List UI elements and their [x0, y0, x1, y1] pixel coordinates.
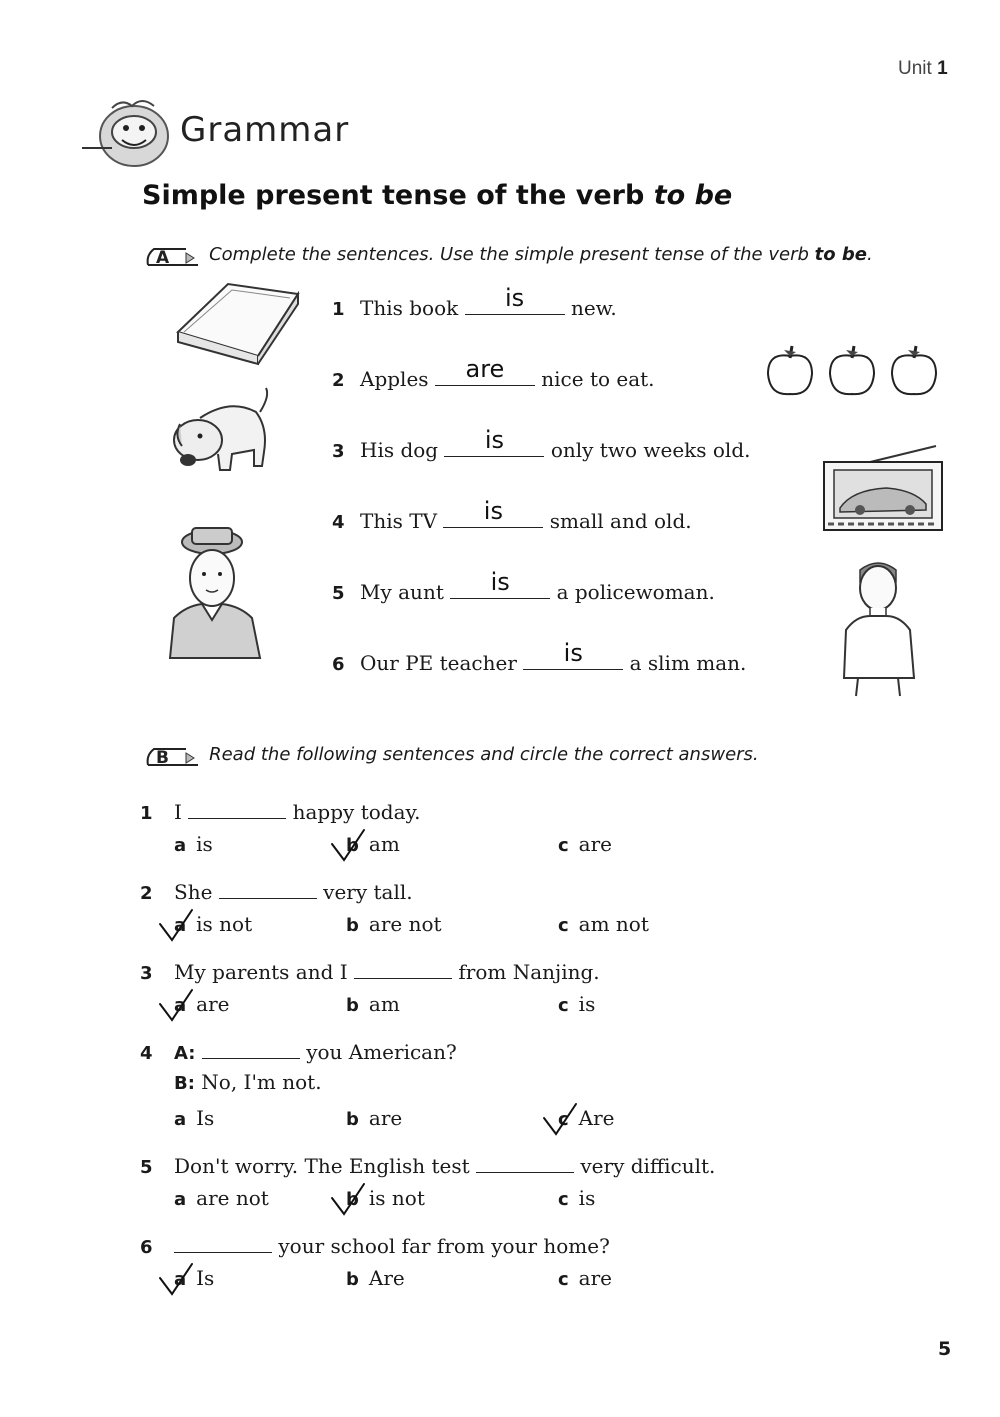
handwritten-answer: is — [505, 284, 525, 312]
answer-blank[interactable] — [354, 956, 452, 979]
question-number: 1 — [140, 803, 153, 824]
exercise-a-item — [332, 639, 747, 675]
option-b[interactable] — [346, 1266, 405, 1290]
sentence-start: His dog — [360, 438, 439, 462]
option-text: is — [196, 832, 213, 856]
sentence-start: My aunt — [360, 580, 444, 604]
option-text: am — [368, 832, 400, 856]
question-number: 2 — [140, 883, 153, 904]
option-text: Is — [196, 1106, 215, 1130]
checkmark-icon — [542, 1104, 582, 1138]
option-text: is — [578, 992, 596, 1016]
option-c[interactable] — [558, 912, 649, 936]
section-title: Grammar — [180, 110, 350, 150]
section-b-instruction: B Read the following sentences and circle the correct answers. — [146, 744, 759, 767]
answer-blank[interactable] — [443, 497, 543, 528]
question-row — [140, 1150, 715, 1178]
question-row — [140, 1230, 610, 1258]
checkmark-icon — [330, 1184, 370, 1218]
option-letter: b — [346, 1269, 359, 1290]
answer-blank[interactable] — [465, 284, 565, 315]
option-text: is not — [368, 1186, 425, 1210]
handwritten-answer: is — [490, 568, 510, 596]
option-letter: a — [174, 1269, 187, 1290]
option-letter: b — [346, 1189, 359, 1210]
option-text: is — [578, 1186, 596, 1210]
option-text: am — [368, 992, 400, 1016]
option-letter: b — [346, 835, 359, 856]
section-a-badge — [146, 245, 204, 267]
question-number: 4 — [140, 1043, 153, 1064]
policewoman-illustration — [166, 520, 266, 660]
tv-illustration — [822, 444, 946, 534]
answer-blank[interactable] — [523, 639, 623, 670]
item-number: 5 — [332, 583, 345, 604]
unit-label: Unit 1 — [898, 58, 948, 79]
handwritten-answer: is — [563, 639, 583, 667]
question-end: very difficult. — [580, 1154, 716, 1178]
sentence-end: a slim man. — [629, 651, 747, 675]
question-start: My parents and I — [174, 960, 348, 984]
checkmark-icon — [158, 990, 198, 1024]
mascot-icon — [82, 92, 178, 172]
option-b[interactable] — [346, 1106, 402, 1130]
option-text: are not — [368, 912, 442, 936]
reply-text: No, I'm not. — [201, 1070, 322, 1094]
sentence-end: only two weeks old. — [550, 438, 751, 462]
question-end: your school far from your home? — [278, 1234, 610, 1258]
answer-blank[interactable] — [202, 1036, 300, 1059]
question-row — [140, 796, 421, 824]
sentence-start: This TV — [360, 509, 438, 533]
reply-row — [174, 1070, 322, 1094]
option-b[interactable] — [346, 992, 400, 1016]
option-text: are — [196, 992, 230, 1016]
option-letter: c — [558, 1109, 569, 1130]
item-number: 1 — [332, 299, 345, 320]
option-text: am not — [578, 912, 649, 936]
option-a[interactable] — [174, 832, 213, 856]
option-letter: c — [558, 995, 569, 1016]
checkmark-icon — [330, 830, 370, 864]
section-b-badge — [146, 745, 204, 767]
item-number: 3 — [332, 441, 345, 462]
option-text: are — [578, 1266, 612, 1290]
exercise-a-item — [332, 284, 617, 320]
page-number: 5 — [938, 1338, 952, 1360]
option-letter: a — [174, 1109, 187, 1130]
exercise-a-item — [332, 355, 655, 391]
exercise-a-item — [332, 426, 751, 462]
question-end: from Nanjing. — [458, 960, 600, 984]
option-text: are not — [196, 1186, 269, 1210]
option-text: Is — [196, 1266, 215, 1290]
option-letter: b — [346, 995, 359, 1016]
answer-blank[interactable] — [174, 1230, 272, 1253]
question-end: very tall. — [323, 880, 413, 904]
option-letter: b — [346, 1109, 359, 1130]
option-letter: a — [174, 915, 187, 936]
item-number: 2 — [332, 370, 345, 391]
question-start: Don't worry. The English test — [174, 1154, 470, 1178]
book-illustration — [170, 280, 302, 364]
question-start: She — [174, 880, 213, 904]
answer-blank[interactable] — [435, 355, 535, 386]
speaker-a-label: A: — [174, 1043, 196, 1064]
option-letter: a — [174, 995, 187, 1016]
page-title: Simple present tense of the verb to be — [142, 180, 733, 211]
option-text: Are — [368, 1266, 405, 1290]
option-b[interactable] — [346, 912, 442, 936]
answer-blank[interactable] — [219, 876, 317, 899]
option-text: Are — [578, 1106, 615, 1130]
teacher-illustration — [838, 556, 922, 698]
question-row — [140, 1036, 457, 1064]
option-letter: c — [558, 1269, 569, 1290]
question-number: 5 — [140, 1157, 153, 1178]
option-c[interactable] — [558, 1266, 612, 1290]
answer-blank[interactable] — [450, 568, 550, 599]
option-letter: c — [558, 915, 569, 936]
option-text: are — [368, 1106, 403, 1130]
option-c[interactable] — [558, 832, 612, 856]
option-c[interactable] — [558, 1186, 595, 1210]
option-a[interactable] — [174, 1106, 214, 1130]
sentence-start: Apples — [360, 367, 429, 391]
checkmark-icon — [158, 1264, 198, 1298]
option-letter: b — [346, 915, 359, 936]
exercise-a-item — [332, 568, 715, 604]
exercise-a-item — [332, 497, 692, 533]
option-c[interactable] — [558, 992, 595, 1016]
handwritten-answer: is — [483, 497, 503, 525]
option-text: is not — [196, 912, 253, 936]
question-start: I — [174, 800, 182, 824]
option-letter: c — [558, 1189, 569, 1210]
option-letter: a — [174, 1189, 187, 1210]
sentence-end: new. — [570, 296, 617, 320]
answer-blank[interactable] — [444, 426, 544, 457]
option-text: are — [578, 832, 612, 856]
option-letter: a — [174, 835, 187, 856]
svg-text:A: A — [156, 247, 170, 268]
sentence-end: nice to eat. — [541, 367, 655, 391]
question-end: happy today. — [292, 800, 421, 824]
svg-text:B: B — [156, 747, 169, 768]
option-a[interactable] — [174, 1186, 269, 1210]
question-row — [140, 956, 600, 984]
question-number: 6 — [140, 1237, 153, 1258]
question-number: 3 — [140, 963, 153, 984]
answer-blank[interactable] — [476, 1150, 574, 1173]
section-a-instruction: A Complete the sentences. Use the simple present tense of the verb to be. — [146, 244, 873, 267]
question-row — [140, 876, 413, 904]
apples-illustration — [764, 346, 942, 398]
puppy-illustration — [170, 388, 274, 492]
handwritten-answer: is — [484, 426, 505, 454]
question-end: you American? — [306, 1040, 457, 1064]
sentence-end: small and old. — [549, 509, 692, 533]
item-number: 4 — [332, 512, 345, 533]
checkmark-icon — [158, 910, 198, 944]
sentence-start: This book — [360, 296, 459, 320]
sentence-start: Our PE teacher — [360, 651, 517, 675]
answer-blank[interactable] — [188, 796, 286, 819]
sentence-end: a policewoman. — [556, 580, 715, 604]
option-letter: c — [558, 835, 569, 856]
handwritten-answer: are — [465, 355, 505, 383]
item-number: 6 — [332, 654, 345, 675]
speaker-b-label: B: — [174, 1073, 195, 1094]
